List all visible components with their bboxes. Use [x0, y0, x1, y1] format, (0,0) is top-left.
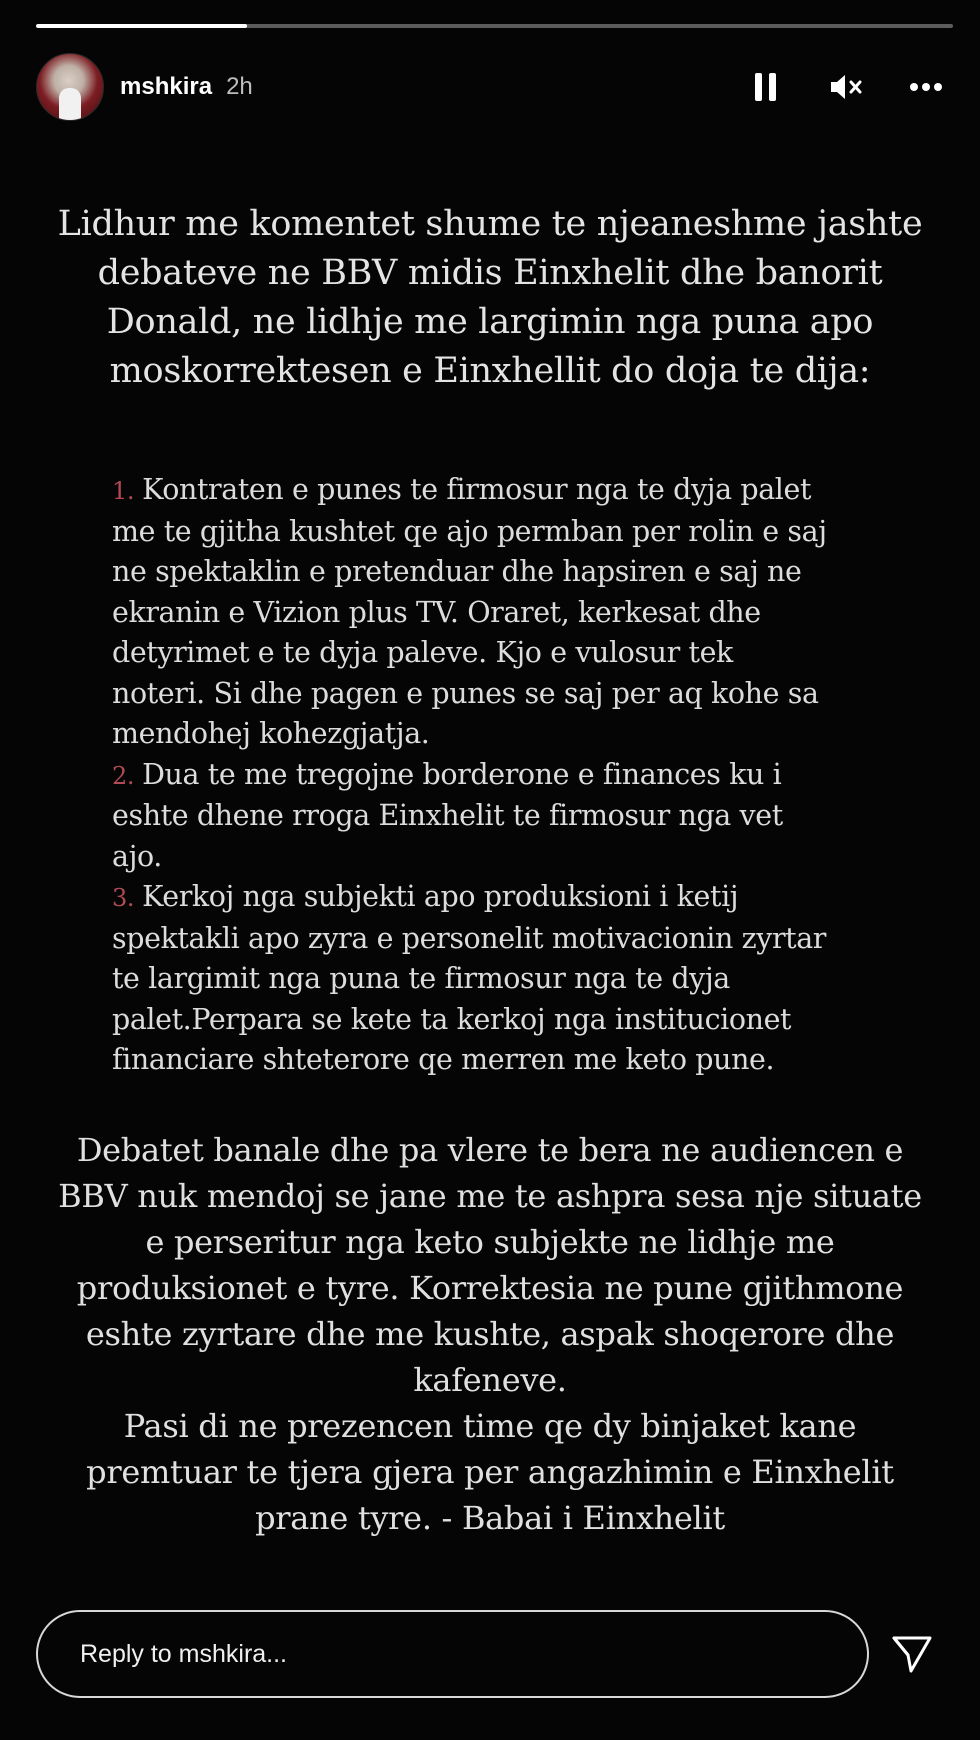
caption-line: debateve ne BBV midis Einxhelit dhe banorit [97, 253, 883, 293]
caption-line: Pasi di ne prezencen time qe dy binjaket kane [123, 1406, 857, 1445]
story-caption [0, 200, 980, 1541]
list-line: ajo. [112, 839, 162, 873]
pause-icon [754, 72, 778, 102]
story-progress-bar [36, 24, 953, 28]
request-list [112, 470, 852, 1081]
post-time: 2h [226, 73, 253, 100]
list-item [112, 755, 852, 878]
caption-line: Debatet banale dhe pa vlere te bera ne audiencen e [76, 1130, 904, 1169]
list-line: noteri. Si dhe pagen e punes se saj per aq kohe sa [112, 676, 819, 710]
story-controls [749, 70, 953, 104]
avatar[interactable] [36, 53, 104, 121]
list-line: ne spektaklin e pretenduar dhe hapsiren e saj ne [112, 555, 802, 588]
more-options-icon [909, 82, 943, 92]
story-progress-fill [36, 24, 247, 28]
story-header [36, 52, 953, 122]
caption-line: BBV nuk mendoj se jane me te ashpra sesa nje situate [58, 1176, 922, 1215]
caption-line: e perseritur nga keto subjekte ne lidhje me [145, 1222, 835, 1261]
list-line: me te gjitha kushtet qe ajo permban per rolin e saj [112, 514, 827, 548]
list-line: mendohej kohezgjatja. [112, 717, 430, 750]
caption-line: moskorrektesen e Einxhellit do doja te dija: [109, 351, 871, 391]
list-number: 1. [112, 477, 135, 505]
list-line: ekranin e Vizion plus TV. Oraret, kerkesat dhe [112, 595, 761, 629]
list-line: detyrimet e te dyja paleve. Kjo e vulosur tek [112, 636, 733, 669]
caption-line: kafeneve. [413, 1360, 567, 1399]
caption-line: premtuar te tjera gjera per angazhimin e Einxhelit [86, 1452, 894, 1491]
list-line: financiare shteterore qe merren me keto pune. [112, 1043, 775, 1076]
pause-button[interactable] [749, 70, 783, 104]
list-item [112, 877, 852, 1081]
list-number: 2. [112, 761, 135, 790]
send-icon [891, 1634, 933, 1674]
list-number: 3. [112, 884, 135, 912]
caption-outro [20, 1127, 960, 1541]
reply-input[interactable] [36, 1610, 869, 1698]
mute-button[interactable] [829, 70, 863, 104]
caption-intro [20, 200, 960, 396]
list-item [112, 470, 852, 755]
list-line: te largimit nga puna te firmosur nga te dyja [112, 962, 730, 995]
reply-placeholder: Reply to mshkira... [80, 1639, 288, 1668]
caption-line: Lidhur me komentet shume te njeaneshme jashte [57, 204, 923, 244]
caption-line: eshte zyrtare dhe me kushte, aspak shoqerore dhe [85, 1314, 895, 1353]
list-line: palet.Perpara se kete ta kerkoj nga institucionet [112, 1002, 792, 1036]
more-options-button[interactable] [909, 70, 943, 104]
send-button[interactable] [888, 1630, 936, 1678]
list-line: Kerkoj nga subjekti apo produksioni i ketij [142, 880, 739, 913]
caption-line: produksionet e tyre. Korrektesia ne pune gjithmone [76, 1268, 904, 1307]
caption-line: Donald, ne lidhje me largimin nga puna apo [106, 302, 874, 342]
caption-line: prane tyre. - Babai i Einxhelit [255, 1498, 725, 1537]
list-line: Dua te me tregojne borderone e finances ku i [142, 757, 782, 791]
username[interactable]: mshkira [120, 73, 213, 100]
list-line: Kontraten e punes te firmosur nga te dyja palet [142, 473, 812, 506]
muted-speaker-icon [829, 72, 863, 102]
list-line: eshte dhene rroga Einxhelit te firmosur nga vet [112, 799, 783, 832]
list-line: spektakli apo zyra e personelit motivacionin zyrtar [112, 921, 827, 955]
